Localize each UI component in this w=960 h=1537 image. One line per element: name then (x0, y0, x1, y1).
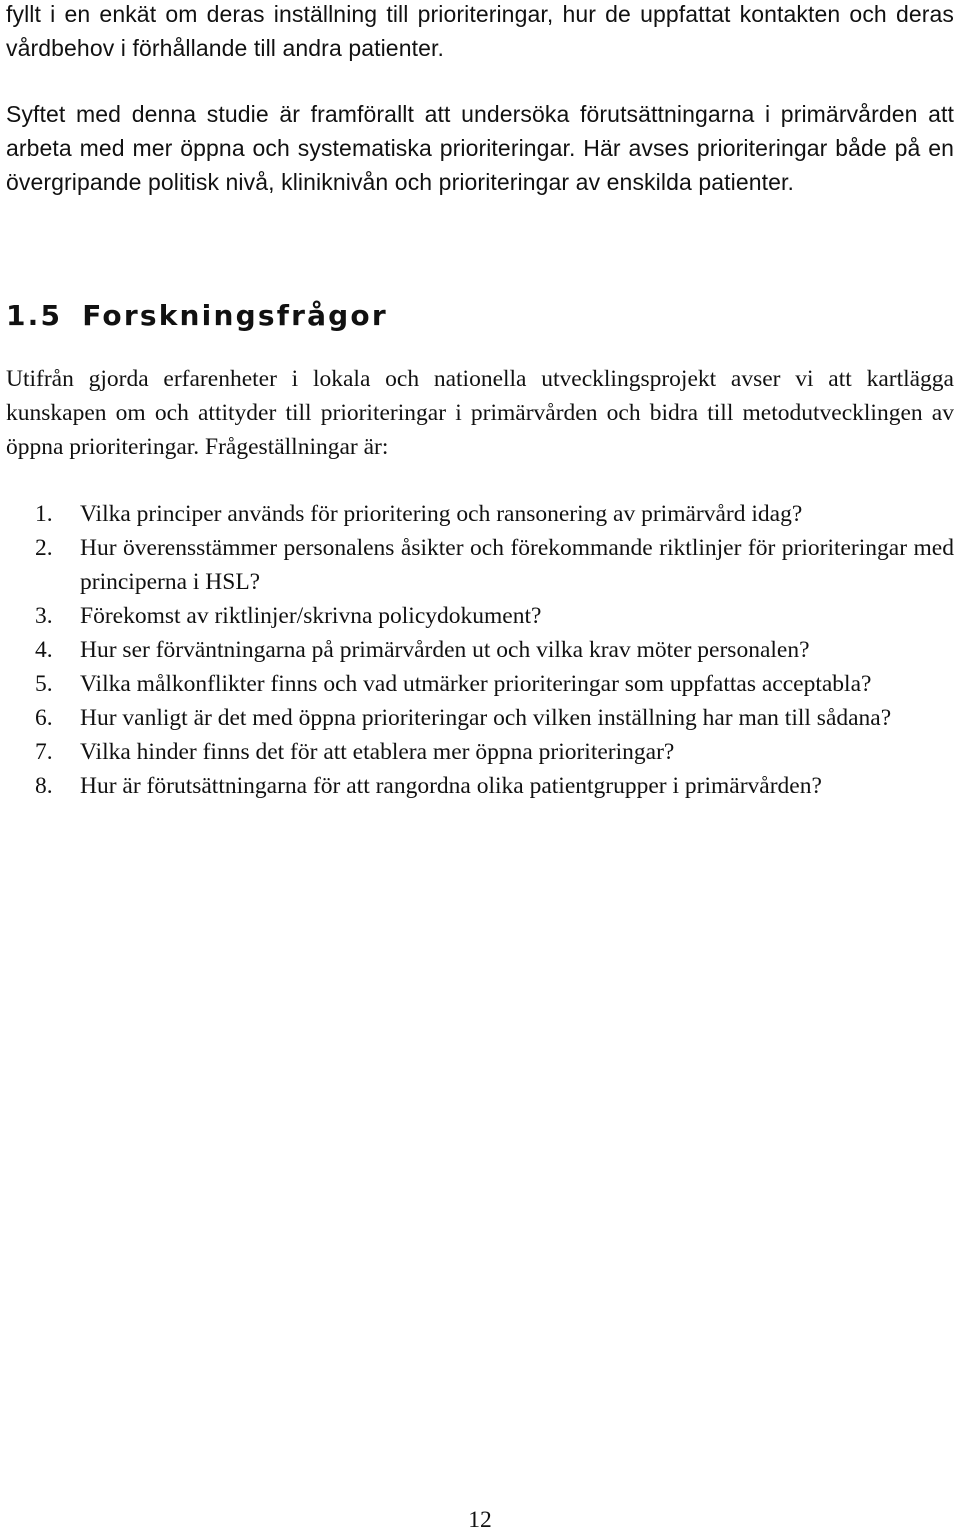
list-item-number: 3. (35, 603, 53, 629)
list-item-text: Vilka målkonflikter finns och vad utmärker prioriteringar som uppfattas acceptabla? (80, 671, 872, 697)
list-item (6, 531, 954, 599)
section-heading (6, 296, 388, 336)
list-item-number: 1. (35, 501, 53, 527)
list-item-number: 7. (35, 739, 53, 765)
list-item (6, 769, 954, 803)
list-item-number: 5. (35, 671, 53, 697)
list-item (6, 497, 954, 531)
list-item-text: Hur ser förväntningarna på primärvården ut och vilka krav möter personalen? (80, 637, 810, 663)
paragraph-section-intro: Utifrån gjorda erfarenheter i lokala och nationella utvecklingsprojekt avser vi att kartlägga kunskapen om och attityder till prioriteringar i primärvården och bidra till metodutvecklingen av öppna prioriteringar. Frågeställningar är: (6, 366, 954, 460)
research-questions-list (6, 497, 954, 803)
list-item-text: Hur är förutsättningarna för att rangordna olika patientgrupper i primärvården? (80, 773, 822, 799)
list-item-number: 4. (35, 637, 53, 663)
paragraph-purpose: Syftet med denna studie är framförallt att undersöka förutsättningarna i primärvården att arbeta med mer öppna och systematiska prioriteringar. Här avses prioriteringar både på en övergripande politisk nivå, kliniknivån och prioriteringar av enskilda patienter. (6, 101, 954, 195)
list-item-number: 6. (35, 705, 53, 731)
paragraph-intro-end: fyllt i en enkät om deras inställning till prioriteringar, hur de uppfattat kontakten och deras vårdbehov i förhållande till andra patienter. (6, 1, 954, 61)
list-item-text: Förekomst av riktlinjer/skrivna policydokument? (80, 603, 542, 629)
list-item (6, 735, 954, 769)
list-item (6, 633, 954, 667)
list-item (6, 599, 954, 633)
section-title: Forskningsfrågor (82, 299, 388, 332)
list-item-number: 8. (35, 773, 53, 799)
list-item-text: Vilka principer används för prioritering och ransonering av primärvård idag? (80, 501, 803, 527)
page-number: 12 (468, 1507, 492, 1533)
section-number: 1.5 (6, 299, 63, 332)
list-item-text: Hur vanligt är det med öppna prioriteringar och vilken inställning har man till sådana? (80, 705, 892, 731)
list-item-text: Vilka hinder finns det för att etablera mer öppna prioriteringar? (80, 739, 675, 765)
list-item-number: 2. (35, 535, 53, 561)
list-item (6, 667, 954, 701)
list-item (6, 701, 954, 735)
list-item-text: Hur överensstämmer personalens åsikter och förekommande riktlinjer för prioriteringar med principerna i HSL? (80, 535, 954, 595)
